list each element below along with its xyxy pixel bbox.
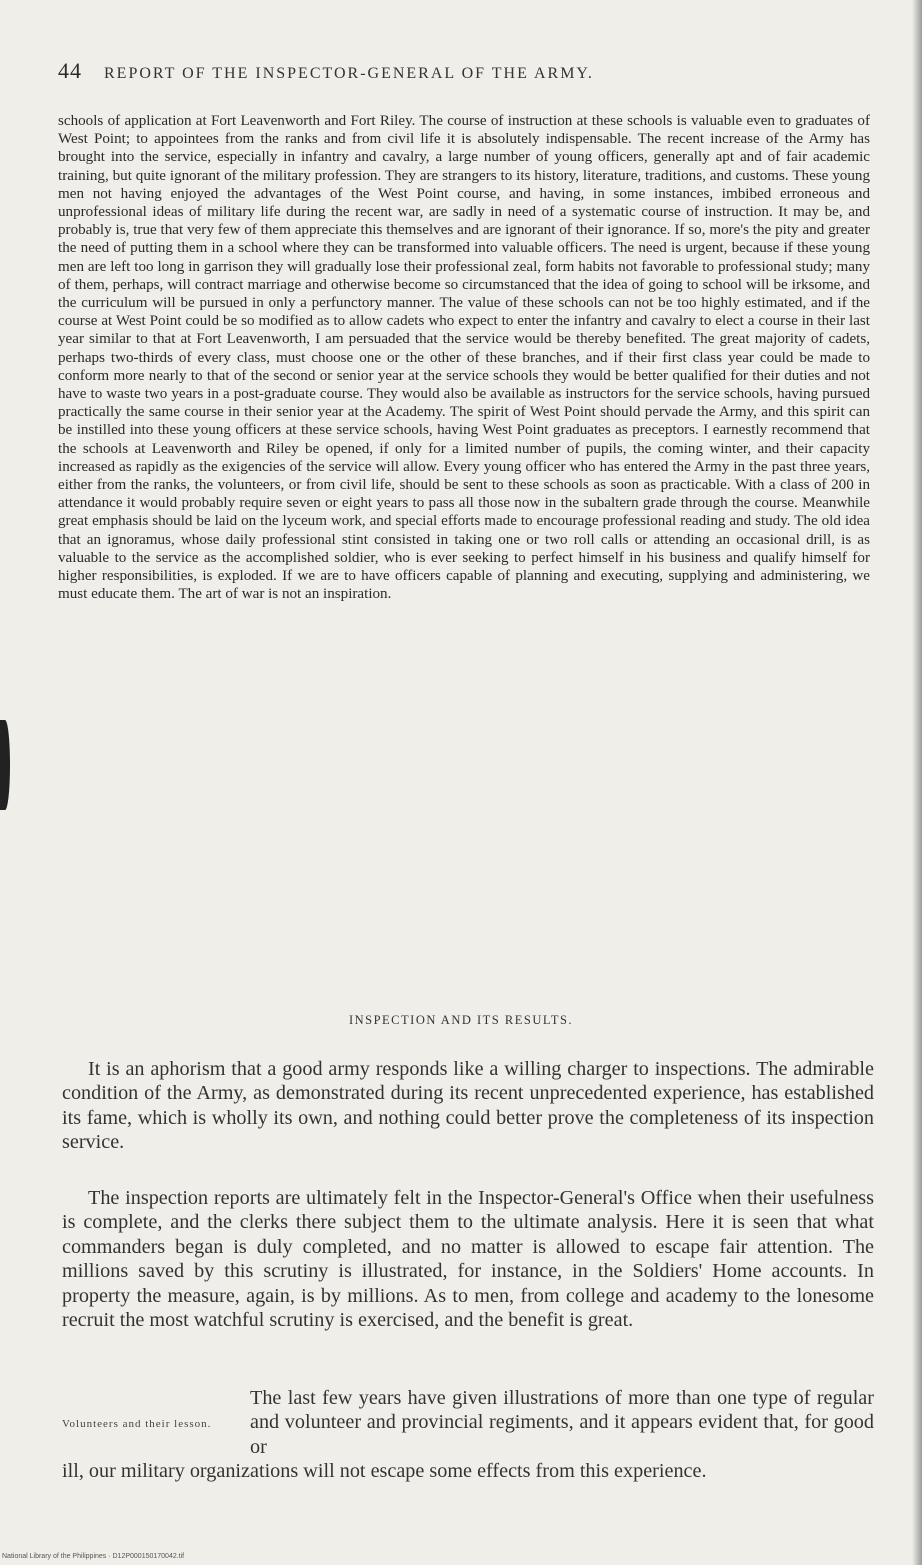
paragraph-volunteers-indented: The last few years have given illustrations of more than one type of regular and volunteer and provincial regiments, and it appears evident that, for good or (250, 1387, 874, 1458)
paragraph-aphorism: It is an aphorism that a good army responds like a willing charger to inspections. The admirable condition of the Army, as demonstrated during its recent unprecedented experience, has established its fame, which is wholly its own, and nothing could better prove the completeness of its inspection service. (62, 1058, 874, 1154)
binding-mark (0, 720, 10, 810)
page-header (58, 58, 818, 84)
section-heading: INSPECTION AND ITS RESULTS. (348, 1013, 574, 1027)
paragraph-volunteers-continuation: ill, our military organizations will not escape some effects from this experience. (62, 1460, 707, 1482)
running-head: REPORT OF THE INSPECTOR-GENERAL OF THE ARMY. (104, 65, 594, 82)
paragraph-inspection-reports: The inspection reports are ultimately felt in the Inspector-General's Office when their usefulness is complete, and the clerks there subject them to the ultimate analysis. Here it is seen that what commanders began is duly completed, and no matter is allowed to escape fair attention. The millions saved by this scrutiny is illustrated, for instance, in the Soldiers' Home accounts. In property the measure, again, is by millions. As to men, from college and academy to the lonesome recruit the most watchful scrutiny is exercised, and the benefit is great. (62, 1187, 874, 1332)
page-edge-shadow (912, 0, 922, 1565)
margin-note: Volunteers and their lesson. (62, 1418, 212, 1430)
page-number: 44 (58, 58, 82, 83)
body-paragraph: schools of application at Fort Leavenworth and Fort Riley. The course of instruction at these schools is valuable even to graduates of West Point; to appointees from the ranks and from civil life it is absolutely indispensable. The recent increase of the Army has brought into the service, especially in infantry and cavalry, a large number of young officers, generally apt and of fair academic training, but quite ignorant of the military profession. They are strangers to its history, literature, traditions, and customs. These young men not having enjoyed the advantages of the West Point course, and having, in some instances, imbibed erroneous and unprofessional ideas of military life during the recent war, are sadly in need of a systematic course of instruction. It may be, and probably is, true that very few of them appreciate this themselves and are ignorant of their ignorance. If so, more's the pity and greater the need of putting them in a school where they can be transformed into valuable officers. The need is urgent, because if these young men are left too long in garrison they will gradually lose their professional zeal, form habits not favorable to professional study; many of them, perhaps, will contract marriage and otherwise become so circumstanced that the idea of going to school will be irksome, and the curriculum will be pursued in only a perfunctory manner. The value of these schools can not be too highly estimated, and if the course at West Point could be so modified as to allow cadets who expect to enter the infantry and cavalry to elect a course in their last year similar to that at Fort Leavenworth, I am persuaded that the service would be thereby benefited. The great majority of cadets, perhaps two-thirds of every class, must choose one or the other of these branches, and if their first class year could be made to conform more nearly to that of the second or senior year at the service schools they would be better qualified for their duties and not have to waste two years in a post-graduate course. They would also be available as instructors for the service schools, having pursued practically the same course in their senior year at the Academy. The spirit of West Point should pervade the Army, and this spirit can be instilled into these young officers at these service schools, having West Point graduates as preceptors. I earnestly recommend that the schools at Leavenworth and Riley be opened, if only for a limited number of pupils, the coming winter, and their capacity increased as rapidly as the exigencies of the service will allow. Every young officer who has entered the Army in the past three years, either from the ranks, the volunteers, or from civil life, should be sent to these schools as soon as practicable. With a class of 200 in attendance it would probably require seven or eight years to pass all those now in the subaltern grade through the course. Meanwhile great emphasis should be laid on the lyceum work, and special efforts made to encourage professional reading and study. The old idea that an ignoramus, whose daily professional stint consisted in taking one or two roll calls or attending an occasional drill, is as valuable to the service as the accomplished soldier, who is ever seeking to perfect himself in his business and qualify himself for higher responsibilities, is exploded. If we are to have officers capable of planning and executing, supplying and administering, we must educate them. The art of war is not an inspiration. (58, 113, 870, 603)
scan-footer: National Library of the Philippines · D12P000150170042.tif (2, 1553, 185, 1560)
